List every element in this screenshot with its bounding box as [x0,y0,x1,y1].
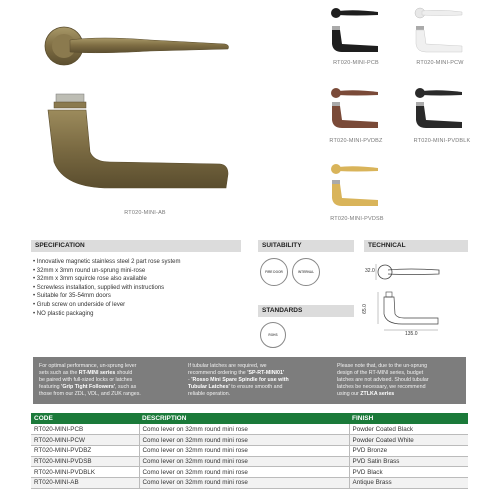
technical-heading: TECHNICAL [364,240,468,252]
variant-pcw-label: RT020-MINI-PCW [416,60,464,66]
cell-code: RT020-MINI-AB [31,477,139,488]
header-code: CODE [31,413,139,424]
table-row [31,456,468,467]
cell-description: Como lever on 32mm round mini rose [139,456,349,467]
suitability-heading: SUITABILITY [258,240,354,252]
standards-heading: STANDARDS [258,305,354,317]
cell-finish: PVD Satin Brass [349,456,468,467]
info-band [33,357,466,404]
spec-item: • Grub screw on underside of lever [33,301,233,310]
info-col-3: Please note that, due to the un-sprung design of the RT-MINI series, budget latches are not advised. Should tubular latches be necessary, we recommend using our ZTLKA series [337,363,429,397]
spec-item: • 32mm x 3mm squircle rose also available [33,275,233,284]
variant-pcb-image [330,4,382,56]
cell-description: Como lever on 32mm round mini rose [139,445,349,456]
internal-door-icon [292,258,320,286]
table-row [31,445,468,456]
fire-door-icon-text: FIRE DOOR [265,270,283,274]
cell-code: RT020-MINI-PCB [31,424,139,435]
specification-heading: SPECIFICATION [31,240,241,252]
spec-item: • Suitable for 35-54mm doors [33,292,233,301]
main-handle-side-view [40,92,240,202]
variant-pcb-label: RT020-MINI-PCB [333,60,379,66]
table-row [31,424,468,435]
variant-pvdsb-image [330,160,382,212]
main-product-label: RT020-MINI-AB [124,210,166,216]
cell-code: RT020-MINI-PCW [31,435,139,446]
product-table [31,413,468,489]
cell-code: RT020-MINI-PVDBLK [31,467,139,478]
cell-code: RT020-MINI-PVDSB [31,456,139,467]
cell-description: Como lever on 32mm round mini rose [139,424,349,435]
dim-length: 135.0 [405,331,418,337]
spec-item: • NO plastic packaging [33,310,233,319]
specification-list [33,258,233,318]
variant-pvdbz-image [330,84,382,136]
cell-code: RT020-MINI-PVDBZ [31,445,139,456]
cell-finish: Antique Brass [349,477,468,488]
table-row [31,467,468,478]
rohs-icon-text: ROHS [268,333,278,337]
fire-door-icon [260,258,288,286]
cell-description: Como lever on 32mm round mini rose [139,467,349,478]
info-col-1: For optimal performance, un-sprung lever sets such as the RT-MINI series should be paired with full-sized locks or latches featuring 'Grip Tight Followers', such as those from our ZDL, VDL, and ZUK ranges. [39,363,141,397]
dim-rose: 32.0 [365,268,375,274]
table-header-row [31,413,468,424]
variant-pvdblk-label: RT020-MINI-PVDBLK [413,138,471,144]
info-col-2: If tubular latches are required, we recommend ordering the 'SP-RT-MINI01' - 'Rosso Mini Spare Spindle for use with Tubular Latches' to ensure smooth and reliable operation. [188,363,289,397]
header-description: DESCRIPTION [139,413,349,424]
cell-description: Como lever on 32mm round mini rose [139,477,349,488]
cell-finish: Powder Coated Black [349,424,468,435]
variant-pcw-image [414,4,466,56]
variant-pvdsb-label: RT020-MINI-PVDSB [330,216,384,222]
variant-pvdblk-image [414,84,466,136]
spec-item: • 32mm x 3mm round un-sprung mini-rose [33,267,233,276]
table-row [31,435,468,446]
dim-height: 65.0 [361,304,368,314]
cell-finish: PVD Bronze [349,445,468,456]
header-finish: FINISH [349,413,468,424]
cell-description: Como lever on 32mm round mini rose [139,435,349,446]
main-handle-top-view [40,20,240,72]
spec-item: • Innovative magnetic stainless steel 2 part rose system [33,258,233,267]
cell-finish: PVD Black [349,467,468,478]
rohs-icon [260,322,286,348]
spec-item: • Screwless installation, supplied with instructions [33,284,233,293]
variant-pvdbz-label: RT020-MINI-PVDBZ [329,138,383,144]
internal-door-icon-text: INTERNAL [297,270,315,274]
cell-finish: Powder Coated White [349,435,468,446]
table-row [31,477,468,488]
